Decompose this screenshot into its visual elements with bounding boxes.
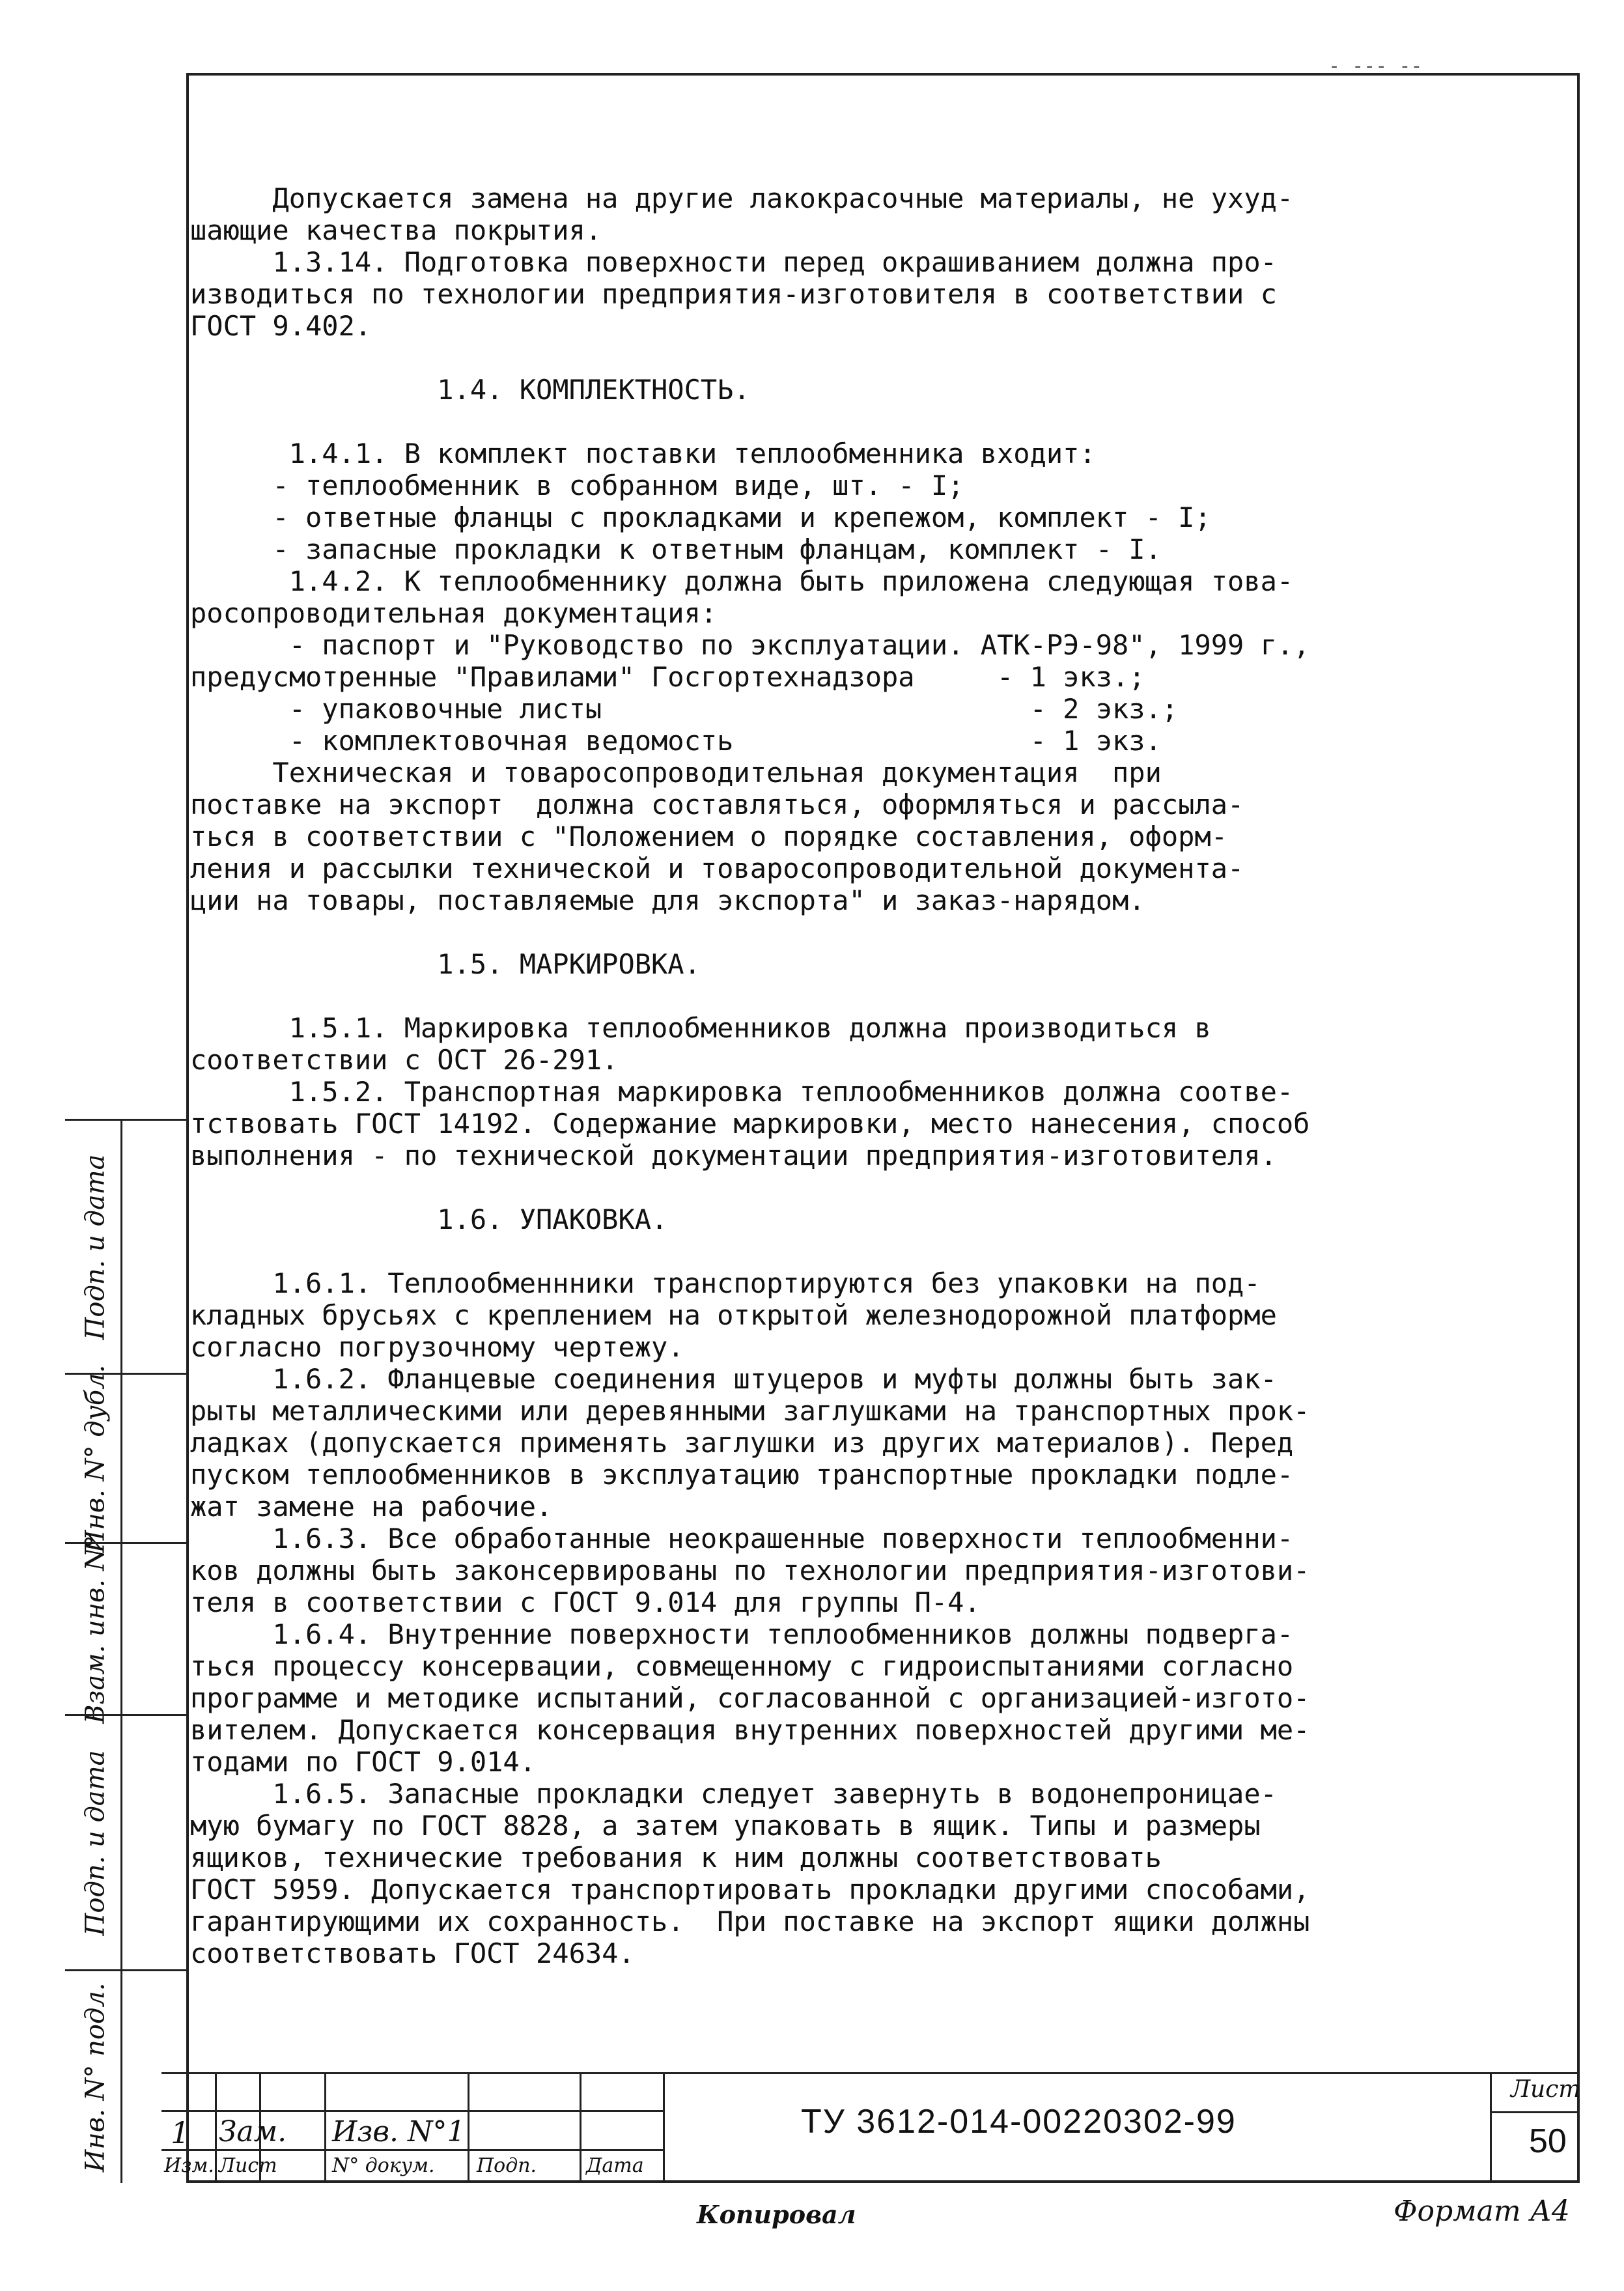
column-izm: Изм.: [164, 2154, 214, 2177]
document-code: ТУ 3612-014-00220302-99: [801, 2103, 1237, 2141]
footer-copied: Копировал: [697, 2200, 856, 2229]
text-line: ться процессу консервации, совмещенному с гидроиспытаниями согласно: [190, 1650, 1294, 1682]
text-line: тодами по ГОСТ 9.014.: [190, 1746, 537, 1778]
sheet-label: Лист: [1511, 2076, 1581, 2103]
text-line: - комплектовочная ведомость - 1 экз.: [190, 725, 1162, 757]
text-line: - запасные прокладки к ответным фланцам, комплект - I.: [190, 533, 1162, 565]
text-line: ления и рассылки технической и товаросопроводительной документа-: [190, 852, 1244, 884]
text-line: 1.5.1. Маркировка теплообменников должна производиться в: [190, 1012, 1211, 1044]
sidebar-cell-sign-date-1: [65, 1119, 186, 1373]
text-line: согласно погрузочному чертежу.: [190, 1331, 684, 1363]
text-line: выполнения - по технической документации предприятия-изготовителя.: [190, 1140, 1277, 1172]
text-line: 1.5.2. Транспортная маркировка теплообменников должна соотве-: [190, 1076, 1294, 1108]
document-body: [190, 182, 1577, 1969]
text-line: соответствовать ГОСТ 24634.: [190, 1937, 635, 1969]
text-line: - паспорт и "Руководство по эксплуатации. АТК-РЭ-98", 1999 г.,: [190, 629, 1310, 661]
blank-line: [190, 980, 1577, 1012]
column-doc: N° докум.: [332, 2154, 435, 2177]
text-line: - теплообменник в собранном виде, шт. - I;: [190, 470, 964, 501]
text-line: - ответные фланцы с прокладками и крепежом, комплект - I;: [190, 501, 1211, 533]
text-line: росопроводительная документация:: [190, 597, 718, 629]
sidebar-label: Подп. и дата: [80, 1154, 111, 1340]
top-mark: - --- --: [1328, 55, 1423, 77]
text-line: рыты металлическими или деревянными заглушками на транспортных прок-: [190, 1395, 1310, 1427]
text-line: 1.4.1. В комплект поставки теплообменника входит:: [190, 438, 1096, 470]
text-line: пуском теплообменников в эксплуатацию транспортные прокладки подле-: [190, 1459, 1294, 1491]
sidebar-cell-vzam-inv: [65, 1534, 186, 1724]
text-line: шающие качества покрытия.: [190, 214, 602, 246]
approval-sidebar: [65, 1119, 186, 2183]
text-line: Техническая и товаросопроводительная документация при: [190, 757, 1162, 789]
text-line: предусмотренные "Правилами" Госгортехнадзора - 1 экз.;: [190, 661, 1145, 693]
text-line: поставке на экспорт должна составляться, оформляться и рассыла-: [190, 789, 1244, 821]
sidebar-label: Взам. инв. N°: [80, 1534, 111, 1724]
text-line: ться в соответствии с "Положением о порядке составления, оформ-: [190, 821, 1228, 852]
text-line: ящиков, технические требования к ним должны соответствовать: [190, 1842, 1162, 1874]
text-line: гарантирующими их сохранность. При поставке на экспорт ящики должны: [190, 1905, 1310, 1937]
blank-line: [190, 1235, 1577, 1267]
change-number: 1: [171, 2115, 190, 2150]
sidebar-cell-sign-date-2: [65, 1714, 186, 1969]
blank-line: [190, 342, 1577, 374]
text-line: соответствии с ОСТ 26-291.: [190, 1044, 619, 1076]
text-line: ГОСТ 9.402.: [190, 310, 372, 342]
text-line: ладках (допускается применять заглушки из других материалов). Перед: [190, 1427, 1294, 1459]
sheet-number: 50: [1529, 2122, 1567, 2160]
text-line: 1.4. КОМПЛЕКТНОСТЬ.: [190, 374, 750, 406]
text-line: 1.4.2. К теплообменнику должна быть приложена следующая това-: [190, 565, 1294, 597]
column-list: Лист: [219, 2154, 277, 2177]
sidebar-cell-inv-dubl: [65, 1364, 186, 1553]
text-line: Допускается замена на другие лакокрасочные материалы, не ухуд-: [190, 182, 1294, 214]
text-line: жат замене на рабочие.: [190, 1491, 553, 1523]
text-line: ции на товары, поставляемые для экспорта" и заказ-нарядом.: [190, 884, 1145, 916]
sidebar-label: Подп. и дата: [80, 1750, 111, 1935]
change-doc-number: Изв. N°1: [332, 2115, 466, 2148]
blank-line: [190, 916, 1577, 948]
text-line: ГОСТ 5959. Допускается транспортировать прокладки другими способами,: [190, 1874, 1310, 1905]
sidebar-label: Инв. N° дубл.: [80, 1364, 111, 1553]
text-line: кладных брусьях с креплением на открытой железнодорожной платформе: [190, 1299, 1277, 1331]
blank-line: [190, 406, 1577, 438]
blank-line: [190, 1172, 1577, 1203]
text-line: 1.6.5. Запасные прокладки следует завернуть в водонепроницае-: [190, 1778, 1277, 1810]
text-line: 1.6.3. Все обработанные неокрашенные поверхности теплообменни-: [190, 1523, 1294, 1554]
column-sign: Подп.: [477, 2154, 537, 2177]
column-date: Дата: [586, 2154, 644, 2177]
text-line: - упаковочные листы - 2 экз.;: [190, 693, 1179, 725]
text-line: мую бумагу по ГОСТ 8828, а затем упаковать в ящик. Типы и размеры: [190, 1810, 1261, 1842]
text-line: 1.6.4. Внутренние поверхности теплообменников должны подверга-: [190, 1618, 1294, 1650]
text-line: 1.6. УПАКОВКА.: [190, 1203, 668, 1235]
text-line: 1.3.14. Подготовка поверхности перед окрашиванием должна про-: [190, 246, 1277, 278]
text-line: программе и методике испытаний, согласованной с организацией-изгото-: [190, 1682, 1310, 1714]
text-line: тствовать ГОСТ 14192. Содержание маркировки, место нанесения, способ: [190, 1108, 1310, 1140]
text-line: ков должны быть законсервированы по технологии предприятия-изготови-: [190, 1554, 1310, 1586]
text-line: изводиться по технологии предприятия-изготовителя в соответствии с: [190, 278, 1277, 310]
footer-format: Формат А4: [1393, 2195, 1570, 2228]
text-line: 1.6.2. Фланцевые соединения штуцеров и муфты должны быть зак-: [190, 1363, 1277, 1395]
text-line: вителем. Допускается консервация внутренних поверхностей другими ме-: [190, 1714, 1310, 1746]
text-line: 1.5. МАРКИРОВКА.: [190, 948, 701, 980]
sidebar-label: Инв. N° подл.: [80, 1982, 111, 2172]
text-line: 1.6.1. Теплообменнники транспортируются без упаковки на под-: [190, 1267, 1261, 1299]
text-line: теля в соответствии с ГОСТ 9.014 для группы П-4.: [190, 1586, 981, 1618]
change-kind: Зам.: [219, 2115, 287, 2148]
